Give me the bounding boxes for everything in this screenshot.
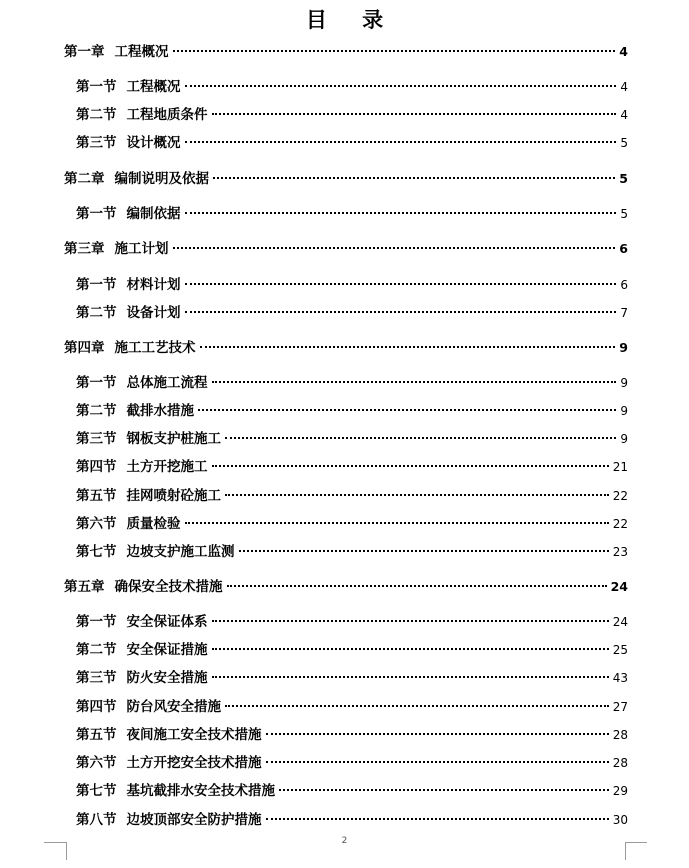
toc-entry-page: 22	[612, 489, 628, 503]
toc-section-entry[interactable]	[76, 641, 628, 659]
toc-entry-title: 设备计划	[126, 305, 181, 321]
toc-dot-leader	[198, 408, 616, 411]
toc-entry-page: 21	[612, 460, 628, 474]
toc-entry-title: 工程概况	[126, 79, 181, 95]
toc-dot-leader	[212, 619, 609, 622]
toc-entry-number: 第二章	[64, 171, 105, 187]
toc-entry-page: 6	[619, 241, 628, 256]
toc-entry-page: 25	[612, 643, 628, 657]
toc-entry-title: 钢板支护桩施工	[126, 431, 221, 447]
toc-entry-page: 5	[620, 207, 628, 221]
toc-entry-number: 第六节	[76, 516, 117, 532]
toc-entry-title: 施工工艺技术	[114, 340, 196, 356]
toc-entry-title: 编制依据	[126, 206, 181, 222]
toc-entry-page: 22	[612, 517, 628, 531]
toc-entry-number: 第二节	[76, 642, 117, 658]
toc-entry-title: 确保安全技术措施	[114, 579, 223, 595]
toc-section-entry[interactable]	[76, 782, 628, 800]
toc-dot-leader	[266, 817, 609, 820]
toc-dot-leader	[173, 246, 616, 249]
toc-chapter-entry[interactable]	[64, 170, 628, 188]
toc-section-entry[interactable]	[76, 698, 628, 716]
toc-section-entry[interactable]	[76, 811, 628, 829]
toc-entry-page: 28	[612, 756, 628, 770]
toc-entry-page: 9	[620, 432, 628, 446]
toc-section-entry[interactable]	[76, 106, 628, 124]
toc-entry-page: 4	[620, 108, 628, 122]
toc-section-entry[interactable]	[76, 726, 628, 744]
toc-entry-title: 边坡顶部安全防护措施	[126, 812, 262, 828]
toc-dot-leader	[279, 788, 609, 791]
toc-section-entry[interactable]	[76, 458, 628, 476]
toc-entry-page: 43	[612, 671, 628, 685]
toc-entry-title: 防台风安全措施	[126, 699, 221, 715]
toc-entry-title: 施工计划	[114, 241, 169, 257]
toc-dot-leader	[225, 493, 609, 496]
toc-entry-page: 29	[612, 784, 628, 798]
toc-dot-leader	[185, 84, 617, 87]
toc-entry-number: 第一节	[76, 375, 117, 391]
toc-entry-title: 挂网喷射砼施工	[126, 488, 221, 504]
toc-dot-leader	[173, 49, 616, 52]
toc-dot-leader	[212, 464, 609, 467]
toc-dot-leader	[185, 521, 609, 524]
toc-entry-page: 4	[620, 80, 628, 94]
toc-section-entry[interactable]	[76, 402, 628, 420]
toc-section-entry[interactable]	[76, 487, 628, 505]
toc-section-entry[interactable]	[76, 78, 628, 96]
toc-entry-page: 9	[620, 404, 628, 418]
toc-dot-leader	[213, 176, 615, 179]
footer-page-number: 2	[341, 836, 348, 846]
toc-chapter-entry[interactable]	[64, 240, 628, 258]
toc-dot-leader	[266, 760, 609, 763]
toc-section-entry[interactable]	[76, 543, 628, 561]
toc-chapter-entry[interactable]	[64, 43, 628, 61]
toc-entry-page: 27	[612, 700, 628, 714]
toc-entry-title: 截排水措施	[126, 403, 194, 419]
toc-entry-number: 第一节	[76, 79, 117, 95]
toc-entry-number: 第一节	[76, 206, 117, 222]
toc-entry-title: 边坡支护施工监测	[126, 544, 235, 560]
toc-section-entry[interactable]	[76, 374, 628, 392]
toc-entry-number: 第八节	[76, 812, 117, 828]
toc-entry-number: 第三节	[76, 670, 117, 686]
toc-section-entry[interactable]	[76, 669, 628, 687]
toc-entry-number: 第二节	[76, 403, 117, 419]
toc-section-entry[interactable]	[76, 613, 628, 631]
toc-entry-number: 第四章	[64, 340, 105, 356]
toc-entry-number: 第二节	[76, 107, 117, 123]
toc-entry-title: 质量检验	[126, 516, 181, 532]
page-title: 目 录	[305, 7, 398, 32]
toc-dot-leader	[225, 704, 609, 707]
toc-entry-page: 6	[620, 278, 628, 292]
toc-entry-page: 9	[619, 340, 628, 355]
toc-entry-number: 第五节	[76, 488, 117, 504]
toc-entry-page: 5	[619, 171, 628, 186]
toc-entry-page: 7	[620, 306, 628, 320]
toc-dot-leader	[185, 211, 617, 214]
toc-section-entry[interactable]	[76, 430, 628, 448]
toc-section-entry[interactable]	[76, 754, 628, 772]
toc-entry-title: 设计概况	[126, 135, 181, 151]
toc-entry-page: 5	[620, 136, 628, 150]
toc-entry-number: 第三节	[76, 431, 117, 447]
toc-dot-leader	[212, 380, 617, 383]
toc-entry-number: 第三节	[76, 135, 117, 151]
toc-entry-number: 第四节	[76, 459, 117, 475]
toc-chapter-entry[interactable]	[64, 578, 628, 596]
toc-entry-number: 第三章	[64, 241, 105, 257]
toc-entry-page: 9	[620, 376, 628, 390]
toc-entry-page: 24	[612, 615, 628, 629]
toc-entry-number: 第一章	[64, 44, 105, 60]
toc-entry-title: 安全保证体系	[126, 614, 208, 630]
toc-entry-page: 28	[612, 728, 628, 742]
toc-entry-page: 24	[610, 579, 628, 594]
toc-entry-number: 第五节	[76, 727, 117, 743]
toc-section-entry[interactable]	[76, 134, 628, 152]
toc-entry-number: 第一节	[76, 277, 117, 293]
toc-entry-number: 第一节	[76, 614, 117, 630]
toc-dot-leader	[185, 140, 617, 143]
toc-dot-leader	[239, 549, 609, 552]
toc-entry-title: 防火安全措施	[126, 670, 208, 686]
toc-entry-title: 土方开挖安全技术措施	[126, 755, 262, 771]
toc-dot-leader	[212, 675, 609, 678]
toc-section-entry[interactable]	[76, 515, 628, 533]
toc-dot-leader	[212, 112, 617, 115]
toc-section-entry[interactable]	[76, 276, 628, 294]
toc-dot-leader	[185, 282, 617, 285]
toc-entry-title: 编制说明及依据	[114, 171, 209, 187]
toc-dot-leader	[225, 436, 616, 439]
toc-entry-page: 23	[612, 545, 628, 559]
toc-dot-leader	[266, 732, 609, 735]
toc-entry-title: 夜间施工安全技术措施	[126, 727, 262, 743]
toc-entry-number: 第七节	[76, 783, 117, 799]
toc-dot-leader	[227, 584, 607, 587]
toc-entry-number: 第四节	[76, 699, 117, 715]
toc-entry-title: 安全保证措施	[126, 642, 208, 658]
toc-entry-number: 第六节	[76, 755, 117, 771]
toc-dot-leader	[200, 345, 616, 348]
toc-entry-title: 工程地质条件	[126, 107, 208, 123]
toc-entry-title: 土方开挖施工	[126, 459, 208, 475]
toc-entry-number: 第五章	[64, 579, 105, 595]
toc-section-entry[interactable]	[76, 205, 628, 223]
toc-entry-title: 基坑截排水安全技术措施	[126, 783, 275, 799]
toc-section-entry[interactable]	[76, 304, 628, 322]
toc-dot-leader	[185, 310, 617, 313]
toc-entry-number: 第二节	[76, 305, 117, 321]
toc-dot-leader	[212, 647, 609, 650]
toc-entry-title: 材料计划	[126, 277, 181, 293]
toc-entry-title: 总体施工流程	[126, 375, 208, 391]
toc-entry-number: 第七节	[76, 544, 117, 560]
toc-entry-title: 工程概况	[114, 44, 169, 60]
toc-entry-page: 30	[612, 813, 628, 827]
toc-entry-page: 4	[619, 44, 628, 59]
toc-chapter-entry[interactable]	[64, 339, 628, 357]
